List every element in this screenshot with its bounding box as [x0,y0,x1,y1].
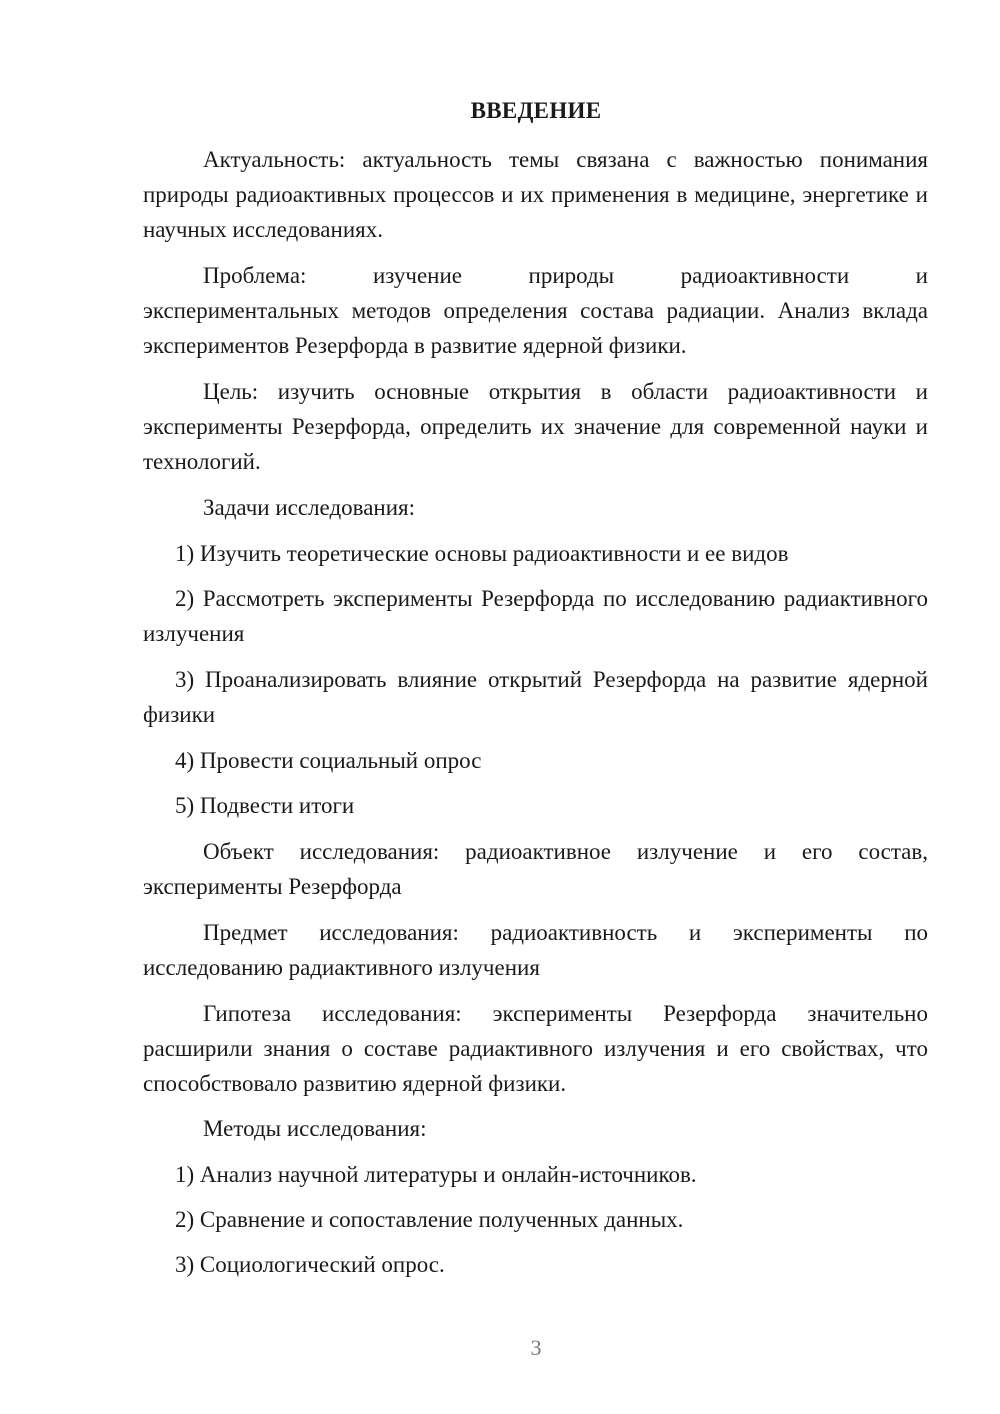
object-paragraph: Объект исследования: радиоактивное излучение и его состав, эксперименты Резерфорда [143,839,928,899]
tasks-heading: Задачи исследования: [203,495,416,520]
task-item: 2) Рассмотреть эксперименты Резерфорда по исследованию радиактивного излучения [143,586,928,646]
goal-paragraph: Цель: изучить основные открытия в области радиоактивности и эксперименты Резерфорда, определить их значение для современной науки и технологий. [143,379,928,474]
problem-paragraph: экспериментальных методов определения состава радиации. Анализ вклада экспериментов Резерфорда в развитие ядерной физики. [143,298,928,358]
task-item: 1) Изучить теоретические основы радиоактивности и ее видов [175,541,789,566]
page-number: 3 [530,1335,542,1360]
task-item: 4) Провести социальный опрос [175,748,482,773]
relevance-paragraph: Актуальность: актуальность темы связана с важностью понимания природы радиоактивных процессов и их применения в медицине, энергетике и научных исследованиях. [143,147,928,242]
method-item: 3) Социологический опрос. [175,1252,445,1277]
method-item: 1) Анализ научной литературы и онлайн-источников. [175,1162,697,1187]
task-item: 3) Проанализировать влияние открытий Резерфорда на развитие ядерной физики [143,667,928,727]
method-item: 2) Сравнение и сопоставление полученных данных. [175,1207,684,1232]
page-title: ВВЕДЕНИЕ [470,98,602,123]
task-item: 5) Подвести итоги [175,793,355,818]
hypothesis-paragraph: Гипотеза исследования: эксперименты Резерфорда значительно расширили знания о составе радиактивного излучения и его свойствах, что способствовало развитию ядерной физики. [143,1001,928,1096]
methods-heading: Методы исследования: [203,1116,427,1141]
problem-paragraph-first-line: Проблема: изучение природы радиоактивности и [203,263,928,288]
subject-paragraph: Предмет исследования: радиоактивность и эксперименты по исследованию радиактивного излучения [143,920,928,980]
